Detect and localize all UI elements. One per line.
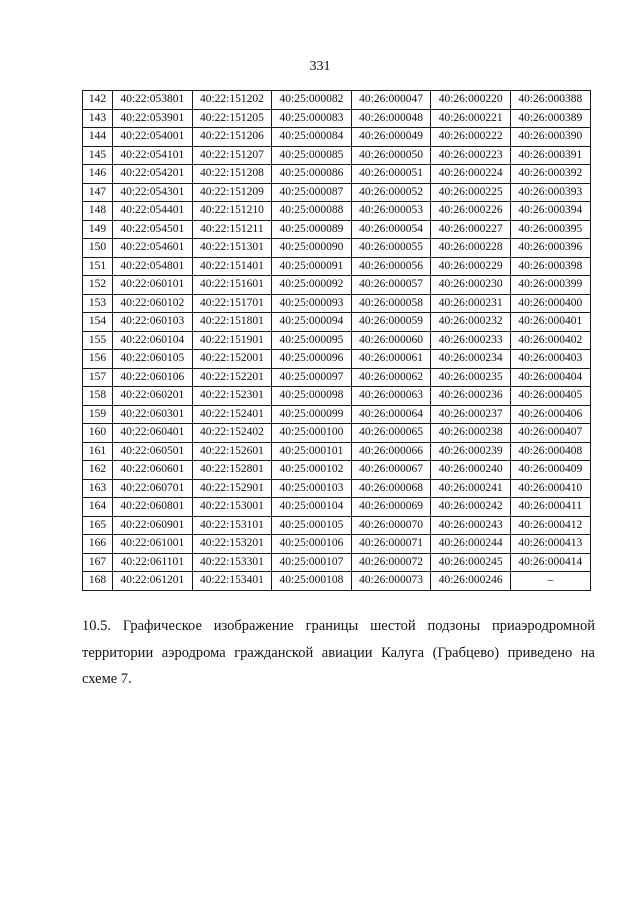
cadastral-number-cell: 40:25:000105 — [272, 516, 352, 535]
cadastral-number-cell: 40:25:000108 — [272, 572, 352, 591]
row-number-cell: 162 — [83, 461, 113, 480]
cadastral-number-cell: 40:26:000055 — [351, 239, 431, 258]
cadastral-number-cell: 40:26:000233 — [431, 331, 511, 350]
cadastral-number-cell: 40:26:000244 — [431, 535, 511, 554]
cadastral-number-cell: 40:26:000405 — [510, 387, 590, 406]
cadastral-number-cell: 40:26:000406 — [510, 405, 590, 424]
table-row — [83, 461, 591, 480]
cadastral-number-cell: 40:22:060105 — [113, 350, 193, 369]
cadastral-number-cell: 40:22:151901 — [192, 331, 272, 350]
cadastral-number-cell: 40:26:000401 — [510, 313, 590, 332]
table-row — [83, 387, 591, 406]
cadastral-number-cell: 40:26:000050 — [351, 146, 431, 165]
cadastral-number-cell: 40:26:000388 — [510, 91, 590, 110]
cadastral-number-cell: 40:22:151205 — [192, 109, 272, 128]
cadastral-number-cell: 40:22:153001 — [192, 498, 272, 517]
table-row — [83, 109, 591, 128]
table-row — [83, 516, 591, 535]
cadastral-number-cell: 40:26:000408 — [510, 442, 590, 461]
cadastral-number-cell: 40:22:054801 — [113, 257, 193, 276]
cadastral-number-cell: 40:26:000059 — [351, 313, 431, 332]
cadastral-number-cell: 40:26:000236 — [431, 387, 511, 406]
cadastral-number-cell: 40:26:000048 — [351, 109, 431, 128]
table-row — [83, 257, 591, 276]
cadastral-number-cell: 40:22:054001 — [113, 128, 193, 147]
table-row — [83, 572, 591, 591]
cadastral-number-cell: 40:26:000063 — [351, 387, 431, 406]
cadastral-number-cell: 40:26:000231 — [431, 294, 511, 313]
cadastral-number-cell: 40:26:000052 — [351, 183, 431, 202]
cadastral-number-cell: 40:22:053901 — [113, 109, 193, 128]
cadastral-number-cell: 40:25:000100 — [272, 424, 352, 443]
table-row — [83, 146, 591, 165]
cadastral-number-cell: 40:26:000403 — [510, 350, 590, 369]
cadastral-number-cell: 40:22:151202 — [192, 91, 272, 110]
cadastral-number-cell: 40:22:152901 — [192, 479, 272, 498]
table-row — [83, 498, 591, 517]
cadastral-number-cell: 40:22:151601 — [192, 276, 272, 295]
row-number-cell: 151 — [83, 257, 113, 276]
cadastral-number-cell: 40:26:000054 — [351, 220, 431, 239]
cadastral-number-cell: 40:25:000092 — [272, 276, 352, 295]
cadastral-number-cell: 40:22:152201 — [192, 368, 272, 387]
cadastral-number-cell: 40:26:000069 — [351, 498, 431, 517]
cadastral-number-cell: 40:25:000095 — [272, 331, 352, 350]
cadastral-number-cell: 40:26:000049 — [351, 128, 431, 147]
cadastral-number-cell: 40:22:060102 — [113, 294, 193, 313]
cadastral-number-cell: 40:25:000104 — [272, 498, 352, 517]
cadastral-number-cell: 40:26:000228 — [431, 239, 511, 258]
cadastral-table-body — [83, 91, 591, 591]
cadastral-number-cell: 40:22:151301 — [192, 239, 272, 258]
cadastral-number-cell: 40:22:152402 — [192, 424, 272, 443]
cadastral-number-cell: 40:26:000056 — [351, 257, 431, 276]
cadastral-number-cell: 40:26:000392 — [510, 165, 590, 184]
cadastral-number-cell: 40:26:000402 — [510, 331, 590, 350]
row-number-cell: 155 — [83, 331, 113, 350]
cadastral-number-cell: 40:26:000243 — [431, 516, 511, 535]
cadastral-number-cell: 40:25:000082 — [272, 91, 352, 110]
cadastral-number-cell: 40:26:000396 — [510, 239, 590, 258]
cadastral-number-cell: 40:25:000091 — [272, 257, 352, 276]
cadastral-number-cell: 40:22:152801 — [192, 461, 272, 480]
row-number-cell: 164 — [83, 498, 113, 517]
cadastral-number-cell: 40:26:000070 — [351, 516, 431, 535]
cadastral-number-cell: 40:22:053801 — [113, 91, 193, 110]
cadastral-number-cell: 40:22:151701 — [192, 294, 272, 313]
row-number-cell: 145 — [83, 146, 113, 165]
row-number-cell: 148 — [83, 202, 113, 221]
cadastral-number-cell: 40:22:060701 — [113, 479, 193, 498]
cadastral-number-cell: 40:26:000412 — [510, 516, 590, 535]
cadastral-number-cell: 40:25:000084 — [272, 128, 352, 147]
table-row — [83, 220, 591, 239]
cadastral-number-cell: 40:22:060401 — [113, 424, 193, 443]
row-number-cell: 159 — [83, 405, 113, 424]
cadastral-number-cell: 40:25:000096 — [272, 350, 352, 369]
cadastral-number-cell: 40:26:000047 — [351, 91, 431, 110]
cadastral-number-cell: 40:26:000226 — [431, 202, 511, 221]
cadastral-number-cell: 40:22:151210 — [192, 202, 272, 221]
body-paragraph: 10.5. Графическое изображение границы шестой подзоны приаэродромной территории аэродрома гражданской авиации Калуга (Грабцево) приведено на схеме 7. — [82, 618, 595, 687]
row-number-cell: 154 — [83, 313, 113, 332]
table-row — [83, 276, 591, 295]
cadastral-number-cell: 40:26:000064 — [351, 405, 431, 424]
page-number: 331 — [309, 59, 331, 74]
row-number-cell: 147 — [83, 183, 113, 202]
cadastral-number-cell: 40:25:000093 — [272, 294, 352, 313]
cadastral-number-cell: 40:22:060801 — [113, 498, 193, 517]
table-row — [83, 405, 591, 424]
cadastral-number-cell: 40:22:061001 — [113, 535, 193, 554]
cadastral-number-cell: 40:22:151206 — [192, 128, 272, 147]
cadastral-number-cell: 40:25:000103 — [272, 479, 352, 498]
cadastral-number-cell: 40:26:000237 — [431, 405, 511, 424]
cadastral-number-cell: 40:26:000242 — [431, 498, 511, 517]
row-number-cell: 142 — [83, 91, 113, 110]
cadastral-number-cell: 40:25:000094 — [272, 313, 352, 332]
cadastral-number-cell: 40:26:000404 — [510, 368, 590, 387]
row-number-cell: 158 — [83, 387, 113, 406]
table-row — [83, 535, 591, 554]
cadastral-number-cell: – — [510, 572, 590, 591]
cadastral-number-cell: 40:22:060501 — [113, 442, 193, 461]
cadastral-number-cell: 40:26:000053 — [351, 202, 431, 221]
cadastral-number-cell: 40:22:054301 — [113, 183, 193, 202]
cadastral-number-cell: 40:26:000240 — [431, 461, 511, 480]
cadastral-number-cell: 40:26:000227 — [431, 220, 511, 239]
cadastral-number-cell: 40:22:054601 — [113, 239, 193, 258]
cadastral-number-cell: 40:22:060101 — [113, 276, 193, 295]
cadastral-number-cell: 40:22:151401 — [192, 257, 272, 276]
cadastral-number-cell: 40:26:000399 — [510, 276, 590, 295]
table-row — [83, 128, 591, 147]
cadastral-number-cell: 40:25:000101 — [272, 442, 352, 461]
table-row — [83, 183, 591, 202]
cadastral-number-cell: 40:25:000090 — [272, 239, 352, 258]
cadastral-number-cell: 40:26:000071 — [351, 535, 431, 554]
cadastral-number-cell: 40:26:000221 — [431, 109, 511, 128]
row-number-cell: 167 — [83, 553, 113, 572]
cadastral-number-cell: 40:22:153401 — [192, 572, 272, 591]
row-number-cell: 156 — [83, 350, 113, 369]
cadastral-number-cell: 40:22:152601 — [192, 442, 272, 461]
cadastral-number-cell: 40:22:151209 — [192, 183, 272, 202]
cadastral-number-cell: 40:22:152401 — [192, 405, 272, 424]
cadastral-number-cell: 40:22:060106 — [113, 368, 193, 387]
row-number-cell: 150 — [83, 239, 113, 258]
cadastral-number-cell: 40:22:060601 — [113, 461, 193, 480]
cadastral-number-cell: 40:26:000223 — [431, 146, 511, 165]
cadastral-number-cell: 40:26:000238 — [431, 424, 511, 443]
cadastral-number-cell: 40:26:000234 — [431, 350, 511, 369]
cadastral-number-cell: 40:26:000390 — [510, 128, 590, 147]
table-row — [83, 350, 591, 369]
cadastral-number-cell: 40:22:151801 — [192, 313, 272, 332]
cadastral-number-cell: 40:22:061201 — [113, 572, 193, 591]
table-row — [83, 91, 591, 110]
cadastral-number-cell: 40:22:152301 — [192, 387, 272, 406]
row-number-cell: 153 — [83, 294, 113, 313]
cadastral-number-cell: 40:26:000407 — [510, 424, 590, 443]
cadastral-number-cell: 40:22:054101 — [113, 146, 193, 165]
row-number-cell: 160 — [83, 424, 113, 443]
cadastral-number-cell: 40:22:151207 — [192, 146, 272, 165]
cadastral-number-cell: 40:26:000411 — [510, 498, 590, 517]
cadastral-number-cell: 40:26:000391 — [510, 146, 590, 165]
cadastral-number-cell: 40:26:000235 — [431, 368, 511, 387]
cadastral-number-cell: 40:25:000097 — [272, 368, 352, 387]
table-row — [83, 368, 591, 387]
table-row — [83, 202, 591, 221]
row-number-cell: 166 — [83, 535, 113, 554]
cadastral-number-cell: 40:22:153201 — [192, 535, 272, 554]
cadastral-number-cell: 40:22:060901 — [113, 516, 193, 535]
cadastral-number-cell: 40:26:000060 — [351, 331, 431, 350]
cadastral-number-cell: 40:22:060103 — [113, 313, 193, 332]
row-number-cell: 161 — [83, 442, 113, 461]
table-row — [83, 424, 591, 443]
row-number-cell: 149 — [83, 220, 113, 239]
table-row — [83, 331, 591, 350]
cadastral-number-cell: 40:22:153301 — [192, 553, 272, 572]
cadastral-number-cell: 40:26:000246 — [431, 572, 511, 591]
row-number-cell: 157 — [83, 368, 113, 387]
cadastral-number-cell: 40:22:060201 — [113, 387, 193, 406]
cadastral-number-cell: 40:26:000073 — [351, 572, 431, 591]
cadastral-number-cell: 40:22:151208 — [192, 165, 272, 184]
cadastral-number-cell: 40:22:060104 — [113, 331, 193, 350]
cadastral-number-cell: 40:26:000398 — [510, 257, 590, 276]
cadastral-number-cell: 40:26:000066 — [351, 442, 431, 461]
cadastral-number-cell: 40:25:000102 — [272, 461, 352, 480]
cadastral-number-cell: 40:25:000107 — [272, 553, 352, 572]
cadastral-number-cell: 40:25:000098 — [272, 387, 352, 406]
row-number-cell: 146 — [83, 165, 113, 184]
cadastral-number-cell: 40:26:000062 — [351, 368, 431, 387]
cadastral-number-cell: 40:26:000239 — [431, 442, 511, 461]
row-number-cell: 168 — [83, 572, 113, 591]
cadastral-number-cell: 40:25:000083 — [272, 109, 352, 128]
cadastral-number-cell: 40:26:000393 — [510, 183, 590, 202]
cadastral-number-cell: 40:26:000051 — [351, 165, 431, 184]
cadastral-number-cell: 40:25:000085 — [272, 146, 352, 165]
row-number-cell: 163 — [83, 479, 113, 498]
cadastral-number-cell: 40:25:000087 — [272, 183, 352, 202]
cadastral-number-cell: 40:25:000088 — [272, 202, 352, 221]
cadastral-number-cell: 40:25:000089 — [272, 220, 352, 239]
cadastral-table — [82, 90, 591, 591]
cadastral-number-cell: 40:22:054501 — [113, 220, 193, 239]
row-number-cell: 152 — [83, 276, 113, 295]
cadastral-number-cell: 40:22:153101 — [192, 516, 272, 535]
table-row — [83, 165, 591, 184]
table-row — [83, 239, 591, 258]
cadastral-number-cell: 40:22:054201 — [113, 165, 193, 184]
cadastral-number-cell: 40:26:000394 — [510, 202, 590, 221]
table-row — [83, 479, 591, 498]
cadastral-number-cell: 40:26:000232 — [431, 313, 511, 332]
cadastral-number-cell: 40:26:000230 — [431, 276, 511, 295]
cadastral-number-cell: 40:26:000065 — [351, 424, 431, 443]
cadastral-number-cell: 40:26:000072 — [351, 553, 431, 572]
cadastral-number-cell: 40:25:000086 — [272, 165, 352, 184]
cadastral-number-cell: 40:26:000395 — [510, 220, 590, 239]
cadastral-number-cell: 40:26:000058 — [351, 294, 431, 313]
cadastral-number-cell: 40:25:000106 — [272, 535, 352, 554]
cadastral-number-cell: 40:26:000225 — [431, 183, 511, 202]
row-number-cell: 144 — [83, 128, 113, 147]
cadastral-number-cell: 40:25:000099 — [272, 405, 352, 424]
table-row — [83, 294, 591, 313]
cadastral-number-cell: 40:26:000414 — [510, 553, 590, 572]
cadastral-number-cell: 40:26:000409 — [510, 461, 590, 480]
cadastral-number-cell: 40:26:000068 — [351, 479, 431, 498]
cadastral-number-cell: 40:26:000241 — [431, 479, 511, 498]
row-number-cell: 165 — [83, 516, 113, 535]
cadastral-number-cell: 40:26:000067 — [351, 461, 431, 480]
cadastral-number-cell: 40:26:000057 — [351, 276, 431, 295]
row-number-cell: 143 — [83, 109, 113, 128]
cadastral-number-cell: 40:26:000410 — [510, 479, 590, 498]
cadastral-number-cell: 40:26:000389 — [510, 109, 590, 128]
cadastral-number-cell: 40:22:060301 — [113, 405, 193, 424]
cadastral-number-cell: 40:22:152001 — [192, 350, 272, 369]
cadastral-number-cell: 40:26:000061 — [351, 350, 431, 369]
cadastral-number-cell: 40:26:000222 — [431, 128, 511, 147]
cadastral-number-cell: 40:26:000229 — [431, 257, 511, 276]
cadastral-number-cell: 40:26:000245 — [431, 553, 511, 572]
table-row — [83, 313, 591, 332]
cadastral-number-cell: 40:22:061101 — [113, 553, 193, 572]
table-row — [83, 553, 591, 572]
cadastral-number-cell: 40:26:000220 — [431, 91, 511, 110]
cadastral-number-cell: 40:26:000224 — [431, 165, 511, 184]
cadastral-number-cell: 40:26:000400 — [510, 294, 590, 313]
cadastral-number-cell: 40:22:151211 — [192, 220, 272, 239]
cadastral-number-cell: 40:22:054401 — [113, 202, 193, 221]
table-row — [83, 442, 591, 461]
cadastral-number-cell: 40:26:000413 — [510, 535, 590, 554]
